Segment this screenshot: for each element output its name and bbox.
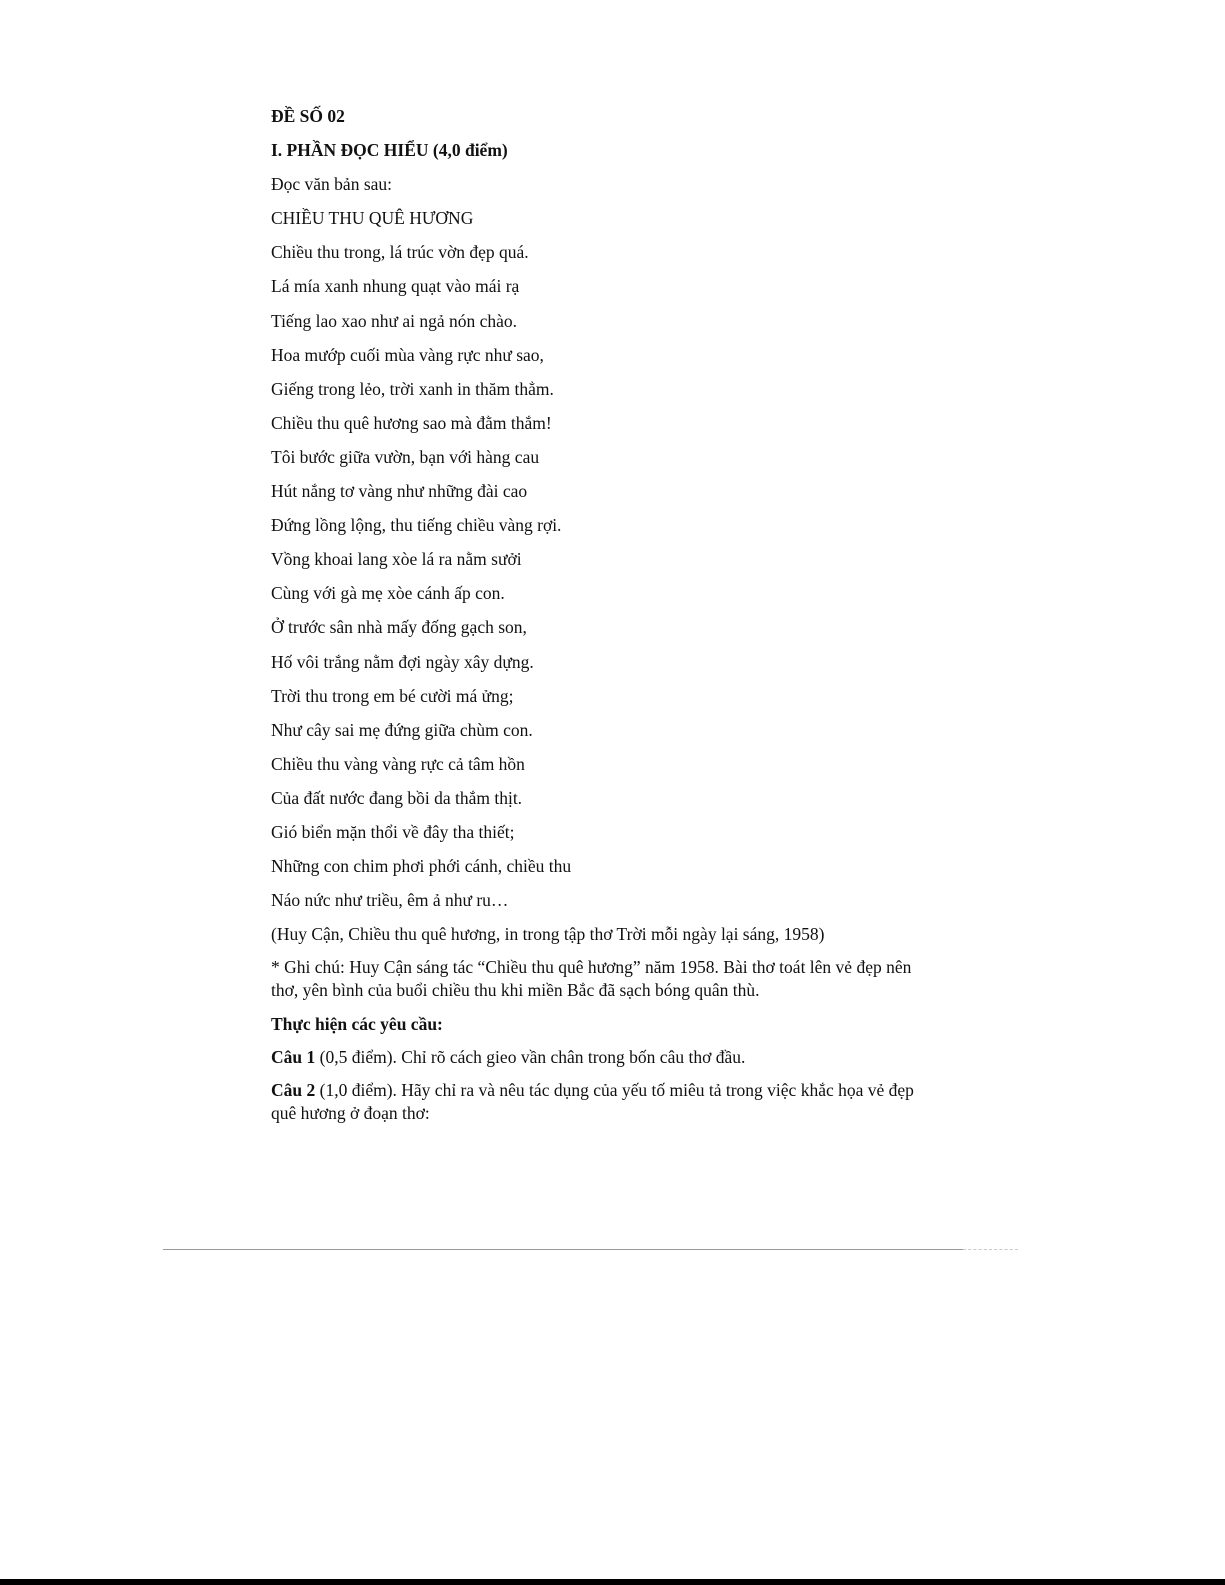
poem-line: Vồng khoai lang xòe lá ra nằm sưởi: [271, 549, 522, 570]
poem-line: Cùng với gà mẹ xòe cánh ấp con.: [271, 583, 505, 604]
poem-line: Chiều thu trong, lá trúc vờn đẹp quá.: [271, 242, 529, 263]
question-2: [271, 1079, 931, 1125]
question-label: Câu 1: [271, 1047, 316, 1068]
poem-title: CHIỀU THU QUÊ HƯƠNG: [271, 208, 474, 229]
question-text: (1,0 điểm). Hãy chỉ ra và nêu tác dụng của yếu tố miêu tả trong việc khắc họa vẻ đẹp quê hương ở đoạn thơ:: [271, 1080, 914, 1124]
reading-instruction: Đọc văn bản sau:: [271, 174, 393, 195]
poem-line: Hút nắng tơ vàng như những đài cao: [271, 481, 528, 502]
poem-line: Trời thu trong em bé cười má ửng;: [271, 685, 514, 706]
poem-line: Đứng lồng lộng, thu tiếng chiều vàng rợi.: [271, 515, 562, 536]
poem-source: (Huy Cận, Chiều thu quê hương, in trong tập thơ Trời mỗi ngày lại sáng, 1958): [271, 924, 825, 945]
exam-number: ĐỀ SỐ 02: [271, 106, 345, 126]
poem-line: Tôi bước giữa vườn, bạn với hàng cau: [271, 446, 540, 467]
poem-line: Những con chim phơi phới cánh, chiều thu: [271, 856, 572, 877]
poem-line: Lá mía xanh nhung quạt vào mái rạ: [271, 276, 520, 297]
poem-line: Của đất nước đang bồi da thắm thịt.: [271, 787, 523, 808]
poem-line: Hoa mướp cuối mùa vàng rực như sao,: [271, 344, 544, 365]
poem-line: Giếng trong lẻo, trời xanh in thăm thẳm.: [271, 378, 554, 399]
poem-line: Náo nức như triều, êm ả như ru…: [271, 890, 509, 911]
question-text: (0,5 điểm). Chỉ rõ cách gieo vần chân trong bốn câu thơ đầu.: [315, 1047, 746, 1068]
question-1: [271, 1046, 931, 1069]
document-content: [271, 104, 941, 1135]
poem-line: Chiều thu quê hương sao mà đằm thắm!: [271, 412, 552, 433]
requirements-heading: Thực hiện các yêu cầu:: [271, 1014, 443, 1035]
poem-line: Chiều thu vàng vàng rực cả tâm hồn: [271, 753, 525, 774]
poem-line: Như cây sai mẹ đứng giữa chùm con.: [271, 719, 533, 740]
page-divider-tail: [963, 1249, 1018, 1250]
poem-line: Ở trước sân nhà mấy đống gạch son,: [271, 617, 527, 638]
poem-line: Gió biển mặn thổi về đây tha thiết;: [271, 821, 515, 842]
question-label: Câu 2: [271, 1080, 316, 1101]
section-title: I. PHẦN ĐỌC HIỂU (4,0 điểm): [271, 140, 508, 161]
poem-line: Tiếng lao xao như ai ngả nón chào.: [271, 310, 518, 331]
poem-note: * Ghi chú: Huy Cận sáng tác “Chiều thu quê hương” năm 1958. Bài thơ toát lên vẻ đẹp nên thơ, yên bình của buổi chiều thu khi miền Bắc đã sạch bóng quân thù.: [271, 957, 912, 1001]
page-divider: [163, 1249, 963, 1250]
page-bottom-edge: [0, 1579, 1225, 1585]
poem-line: Hố vôi trắng nằm đợi ngày xây dựng.: [271, 651, 534, 672]
